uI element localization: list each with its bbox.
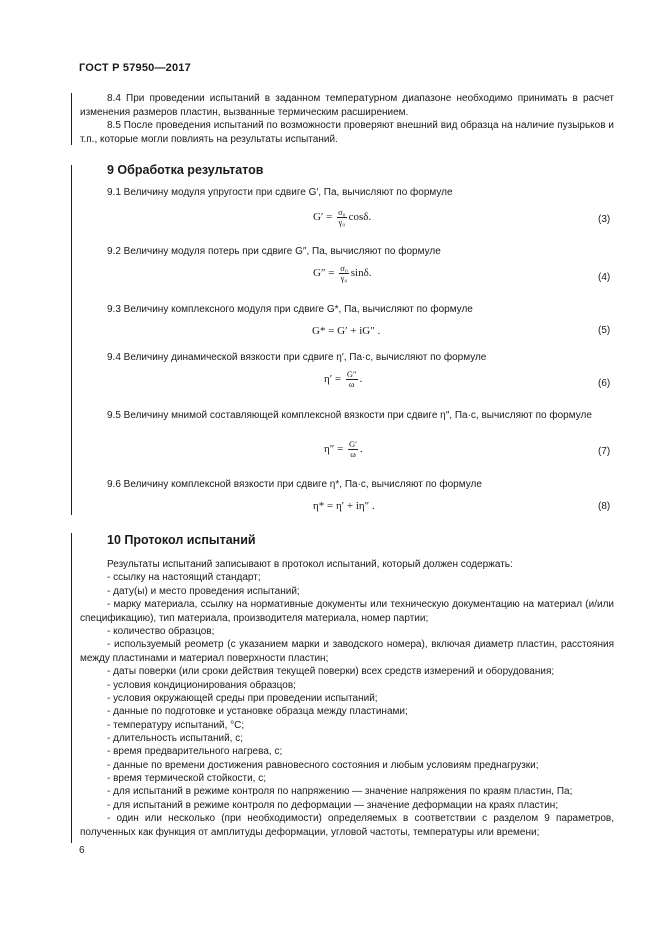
list-item: - условия окружающей среды при проведении испытаний; (107, 693, 378, 704)
formula-6 (324, 370, 362, 389)
list-item: - время предварительного нагрева, с; (107, 746, 283, 757)
change-bar (71, 93, 72, 145)
equation-number: (3) (598, 214, 611, 225)
formula-rhs: cosδ. (348, 211, 372, 224)
formula-4 (313, 264, 372, 283)
formula-rhs: . (360, 443, 363, 456)
paragraph-8-5: 8.5 После проведения испытаний по возможности проверяют внешний вид образца на наличие пузырьков и т.п., которые могли повлиять на результаты испытаний. (80, 120, 614, 145)
paragraph-9-6: 9.6 Величину комплексной вязкости при сдвиге η*, Па·с, вычисляют по формуле (107, 479, 482, 490)
change-bar (71, 533, 72, 843)
page-number: 6 (79, 845, 85, 856)
list-item: - дату(ы) и место проведения испытаний; (107, 586, 300, 597)
paragraph-9-4: 9.4 Величину динамической вязкости при сдвиге η′, Па·с, вычисляют по формуле (107, 352, 487, 363)
fraction-numerator: G′ (349, 439, 358, 449)
list-item: - один или несколько (при необходимости) определяемых в соответствии с разделом 9 параметров, полученных как функция от амплитуды деформации, угловой частоты, температуры или времени; (80, 813, 614, 838)
equation-number: (8) (598, 501, 611, 512)
equation-number: (5) (598, 325, 611, 336)
list-item: - условия кондиционирования образцов; (107, 680, 296, 691)
paragraph-9-2: 9.2 Величину модуля потерь при сдвиге G″, Па, вычисляют по формуле (107, 246, 441, 257)
list-item: - длительность испытаний, с; (107, 733, 244, 744)
formula-rhs: sinδ. (350, 267, 372, 280)
fraction-numerator: σ₀ (338, 207, 346, 217)
formula-3 (313, 208, 371, 227)
fraction (346, 370, 358, 389)
list-item: - количество образцов; (107, 626, 215, 637)
fraction-denominator: ω (350, 449, 356, 459)
change-bar (71, 165, 72, 515)
formula-lhs: η″ = (324, 443, 347, 456)
formula-7 (324, 440, 363, 459)
fraction-numerator: G″ (346, 369, 357, 379)
list-item: - для испытаний в режиме контроля по деформации — значение деформации на краях пластин; (107, 800, 559, 811)
fraction (337, 208, 347, 227)
fraction-numerator: σ₀ (340, 263, 348, 273)
paragraph-9-5: 9.5 Величину мнимой составляющей комплексной вязкости при сдвиге η″, Па·с, вычисляют по формуле (107, 410, 592, 421)
list-item: - время термической стойкости, с; (107, 773, 267, 784)
list-item: - для испытаний в режиме контроля по напряжению — значение напряжения по краям пластин, Па; (107, 786, 573, 797)
document-header: ГОСТ Р 57950—2017 (79, 62, 191, 74)
formula-rhs: . (359, 373, 363, 386)
protocol-intro: Результаты испытаний записывают в протокол испытаний, который должен содержать: (107, 559, 513, 570)
paragraph-8-4: 8.4 При проведении испытаний в заданном температурном диапазоне необходимо принимать в расчет изменения размеров пластин, вызванные термическим расширением. (80, 93, 614, 118)
formula-lhs: η′ = (324, 373, 344, 386)
fraction-denominator: γ₀ (338, 217, 346, 227)
formula-8: η* = η′ + iη″ . (313, 500, 375, 512)
equation-number: (7) (598, 446, 611, 457)
list-item: - данные по подготовке и установке образца между пластинами; (107, 706, 408, 717)
paragraph-9-3: 9.3 Величину комплексного модуля при сдвиге G*, Па, вычисляют по формуле (107, 304, 473, 315)
list-item: - данные по времени достижения равновесного состояния и любым условиям преднагрузки; (107, 760, 539, 771)
paragraph-9-1: 9.1 Величину модуля упругости при сдвиге G′, Па, вычисляют по формуле (107, 187, 453, 198)
list-item: - марку материала, ссылку на нормативные документы или техническую документацию на материал (и/или спецификацию), тип материала, производителя материала, номер партии; (80, 599, 614, 624)
list-item: - даты поверки (или сроки действия текущей поверки) всех средств измерений и оборудования; (107, 666, 555, 677)
fraction-denominator: ω (348, 379, 355, 389)
formula-5: G* = G′ + iG″ . (312, 325, 381, 337)
section-heading-9: 9 Обработка результатов (107, 163, 264, 177)
formula-lhs: G″ = (313, 267, 338, 280)
section-heading-10: 10 Протокол испытаний (107, 533, 256, 547)
list-item: - температуру испытаний, °С; (107, 720, 245, 731)
list-item: - ссылку на настоящий стандарт; (107, 572, 261, 583)
formula-lhs: G′ = (313, 211, 336, 224)
fraction (348, 440, 358, 459)
fraction-denominator: γ₀ (340, 273, 348, 283)
equation-number: (4) (598, 272, 611, 283)
fraction (339, 264, 349, 283)
list-item: - используемый реометр (с указанием марки и заводского номера), включая диаметр пластин, расстояния между пластинами и материал поверхности пластин; (80, 639, 614, 664)
equation-number: (6) (598, 378, 611, 389)
